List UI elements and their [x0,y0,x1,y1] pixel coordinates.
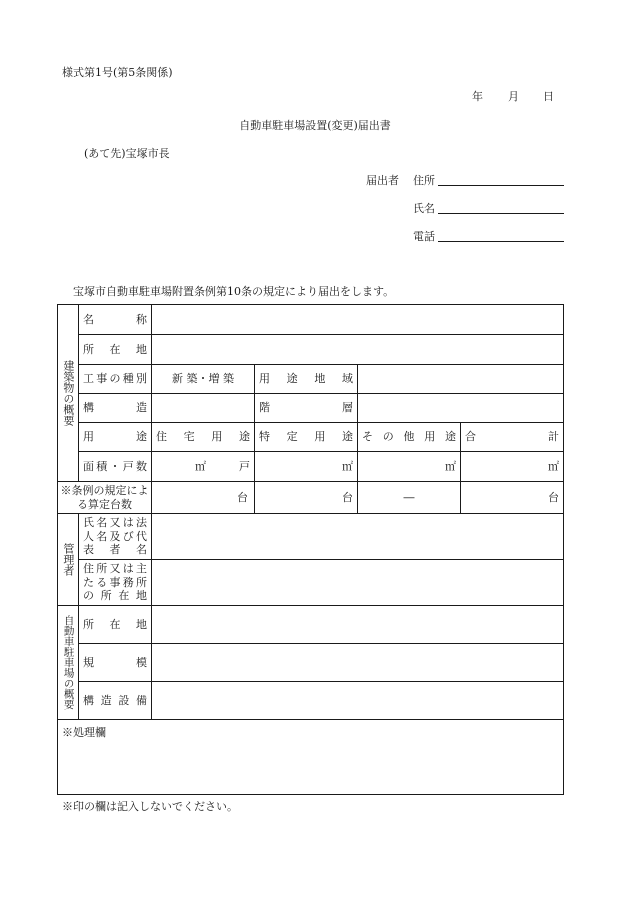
floors-label: 階 層 [255,394,358,423]
area-label: 面積・戸数 [79,452,152,482]
unit-vehicles: 台 [342,490,353,504]
unit-m2: ㎡ [342,459,353,473]
manager-address-label: 住所又は主たる事務所の所在地 [79,560,152,606]
processing-row [58,720,564,795]
parking-scale-label: 規 模 [79,644,152,682]
manager-address-row [58,560,564,606]
total-header: 合 計 [461,423,564,452]
applicant-role-label: 届出者 [366,174,399,187]
intro-statement: 宝塚市自動車駐車場附置条例第10条の規定により届出をします。 [73,285,395,298]
structure-label: 構 造 [79,394,152,423]
building-location-label: 所 在 地 [79,335,152,365]
applicant-phone-label: 電話 [413,230,435,243]
other-area-input[interactable] [358,452,461,482]
unit-m2: ㎡ [445,459,456,473]
structure-row [58,394,564,423]
manager-name-row [58,514,564,560]
zoning-input[interactable] [358,365,564,394]
applicant-address-label: 住所 [413,174,435,187]
parking-section-label: 自動車駐車場の概要 [58,606,79,720]
building-name-row [58,305,564,335]
form-number: 様式第1号(第5条関係) [62,66,173,79]
parking-location-row [58,606,564,644]
unit-vehicles: 台 [548,490,559,504]
building-location-input[interactable] [152,335,564,365]
applicant-phone-field[interactable] [438,241,564,242]
specific-use-header: 特 定 用 途 [255,423,358,452]
residential-area-input[interactable] [152,452,255,482]
floors-input[interactable] [358,394,564,423]
use-label: 用 途 [79,423,152,452]
work-type-value[interactable]: 新 築・増 築 [152,365,255,394]
building-name-input[interactable] [152,305,564,335]
parking-scale-input[interactable] [152,644,564,682]
unit-m2: ㎡ [548,459,559,473]
processing-field [58,720,564,795]
addressee: (あて先)宝塚市長 [84,147,170,160]
parking-equipment-input[interactable] [152,682,564,720]
manager-address-input[interactable] [152,560,564,606]
calc-count-label: ※条例の規定による算定台数 [58,482,152,514]
calc-other-dash: ― [358,482,461,514]
residential-use-header: 住 宅 用 途 [152,423,255,452]
processing-label: ※処理欄 [62,726,106,739]
unit-household: 戸 [239,459,250,473]
use-row [58,423,564,452]
parking-location-input[interactable] [152,606,564,644]
total-area-input[interactable] [461,452,564,482]
parking-scale-row [58,644,564,682]
parking-location-label: 所 在 地 [79,606,152,644]
date-day-label: 日 [543,90,554,103]
structure-input[interactable] [152,394,255,423]
document-title: 自動車駐車場設置(変更)届出書 [239,119,391,132]
work-type-label: 工事の種別 [79,365,152,394]
applicant-name-label: 氏名 [413,202,435,215]
parking-equipment-row [58,682,564,720]
building-section-label: 建築物の概要 [58,305,79,482]
calc-specific-input[interactable] [255,482,358,514]
zoning-label: 用 途 地 域 [255,365,358,394]
applicant-address-field[interactable] [438,185,564,186]
date-year-label: 年 [472,90,483,103]
other-use-header: そ の 他 用 途 [358,423,461,452]
building-location-row [58,335,564,365]
declaration-form-table [57,304,564,795]
unit-vehicles: 台 [237,490,248,504]
applicant-name-field[interactable] [438,213,564,214]
manager-section-label: 管理者 [58,514,79,606]
footnote: ※印の欄は記入しないでください。 [62,800,238,813]
parking-equipment-label: 構 造 設 備 [79,682,152,720]
unit-m2: ㎡ [195,459,206,473]
specific-area-input[interactable] [255,452,358,482]
calc-residential-input[interactable] [152,482,255,514]
area-row [58,452,564,482]
date-month-label: 月 [508,90,519,103]
manager-name-input[interactable] [152,514,564,560]
calc-count-row [58,482,564,514]
manager-name-label: 氏名又は法人名及び代表者名 [79,514,152,560]
calc-total-input[interactable] [461,482,564,514]
work-type-row [58,365,564,394]
building-name-label: 名 称 [79,305,152,335]
